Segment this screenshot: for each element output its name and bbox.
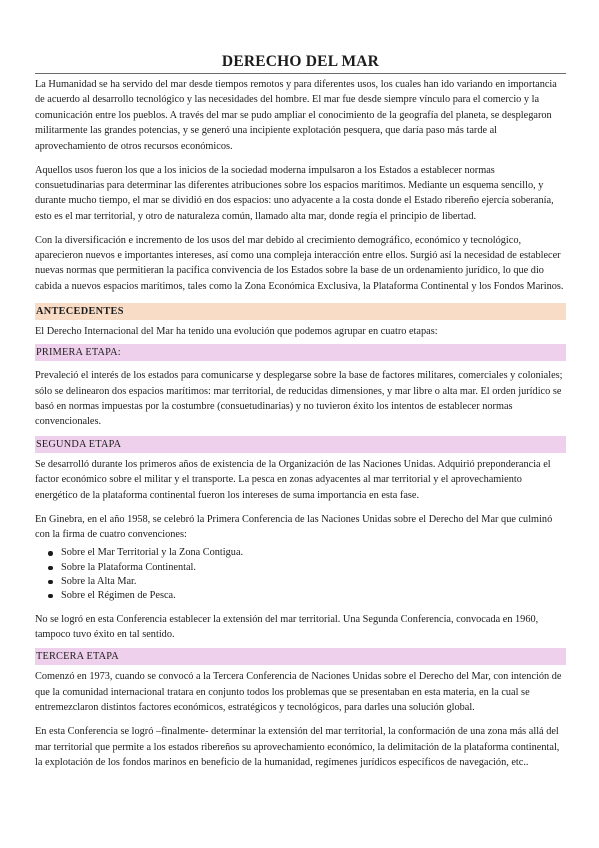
document-page: [35, 52, 566, 770]
segunda-etapa-paragraph-1: Se desarrolló durante los primeros años de existencia de la Organización de las Naciones Unidas. Adquirió preponderancia el factor económico sobre el militar y el transporte. La pesca en zonas adyacentes al mar territorial y el aprovechamiento energético de la plataforma continental fueron los intereses de suma importancia en esta fase.: [35, 458, 551, 501]
segunda-etapa-paragraph-2: En Ginebra, en el año 1958, se celebró la Primera Conferencia de las Naciones Unidas sobre el Derecho del Mar que culminó con la firma de cuatro convenciones:: [35, 513, 553, 540]
heading-tercera-etapa: TERCERA ETAPA: [35, 648, 566, 665]
heading-segunda-etapa: SEGUNDA ETAPA: [35, 436, 566, 453]
antecedentes-paragraph: El Derecho Internacional del Mar ha tenido una evolución que podemos agrupar en cuatro etapas:: [35, 325, 438, 337]
title-rule: [35, 52, 566, 74]
convenciones-list: [35, 546, 566, 603]
tercera-etapa-paragraph-2: En esta Conferencia se logró –finalmente- determinar la extensión del mar territorial, la conformación de una zona más allá del mar territorial que permite a los estados ribereños su aprovechamiento económico, la delimitación de la plataforma continental, la explotación de los fondos marinos en beneficio de la humanidad, regímenes jurídicos específicos de navegación, etc..: [35, 726, 560, 768]
heading-antecedentes: ANTECEDENTES: [35, 303, 566, 320]
list-item: Sobre el Régimen de Pesca.: [61, 589, 566, 603]
list-item: Sobre la Alta Mar.: [61, 575, 566, 589]
intro-paragraph-3: Con la diversificación e incremento de los usos del mar debido al crecimiento demográfico, económico y tecnológico, aparecieron nuevos e importantes intereses, así como una compleja interacción entre ellos. Surgió así la necesidad de establecer nuevas normas que permitieran la pacífica convivencia de los Estados sobre la base de un ordenamiento jurídico, lo que dio cabida a nuevos espacios marítimos, tales como la Zona Económica Exclusiva, la Plataforma Continental y los Fondos Marinos.: [35, 234, 564, 292]
intro-paragraph-1: La Humanidad se ha servido del mar desde tiempos remotos y para diferentes usos, los cuales han ido variando en importancia de acuerdo al desarrollo tecnológico y las necesidades del hombre. El mar fue desde siempre vínculo para el comercio y la comunicación entre los pueblos. A través del mar se pudo ampliar el conocimiento de la geografía del planeta, se desplegaron militarmente las grandes potencias, y se generó una incipiente explotación pesquera, que daría paso más tarde al aprovechamiento de otros recursos económicos.: [35, 79, 557, 152]
intro-paragraph-2: Aquellos usos fueron los que a los inicios de la sociedad moderna impulsaron a los Estados a establecer normas consuetudinarias para determinar las diferentes atribuciones sobre los espacios marítimos. Mediante un esquema sencillo, y durante mucho tiempo, el mar se dividió en dos espacios: uno adyacente a la costa donde el Estado ribereño ejercía soberanía, esto es el mar territorial, y otro de naturaleza común, llamado alta mar, donde regía el principio de libertad.: [35, 164, 554, 222]
list-item: Sobre el Mar Territorial y la Zona Contigua.: [61, 546, 566, 560]
primera-etapa-paragraph: Prevaleció el interés de los estados para comunicarse y desplegarse sobre la base de factores militares, comerciales y coloniales; sólo se delinearon dos espacios marítimos: mar territorial, de reducidas dimensiones, y mar libre o alta mar. El orden jurídico se basó en normas impuestas por la costumbre (consuetudinarias) y no tuvieron éxito los intentos de establecer normas convencionales.: [35, 370, 563, 428]
page-title: DERECHO DEL MAR: [221, 53, 380, 70]
tercera-etapa-paragraph-1: Comenzó en 1973, cuando se convocó a la Tercera Conferencia de Naciones Unidas sobre el Derecho del Mar, con intención de que la comunidad internacional tratara en conjunto todos los problemas que se presentaban en esta materia, en la cual se entremezclaron distintos factores económicos, estratégicos y tecnológicos, para darles una solución global.: [35, 671, 562, 714]
segunda-etapa-paragraph-3: No se logró en esta Conferencia establecer la extensión del mar territorial. Una Segunda Conferencia, convocada en 1960, tampoco tuvo éxito en tal sentido.: [35, 613, 539, 641]
heading-primera-etapa: PRIMERA ETAPA:: [35, 344, 566, 361]
list-item: Sobre la Plataforma Continental.: [61, 561, 566, 575]
